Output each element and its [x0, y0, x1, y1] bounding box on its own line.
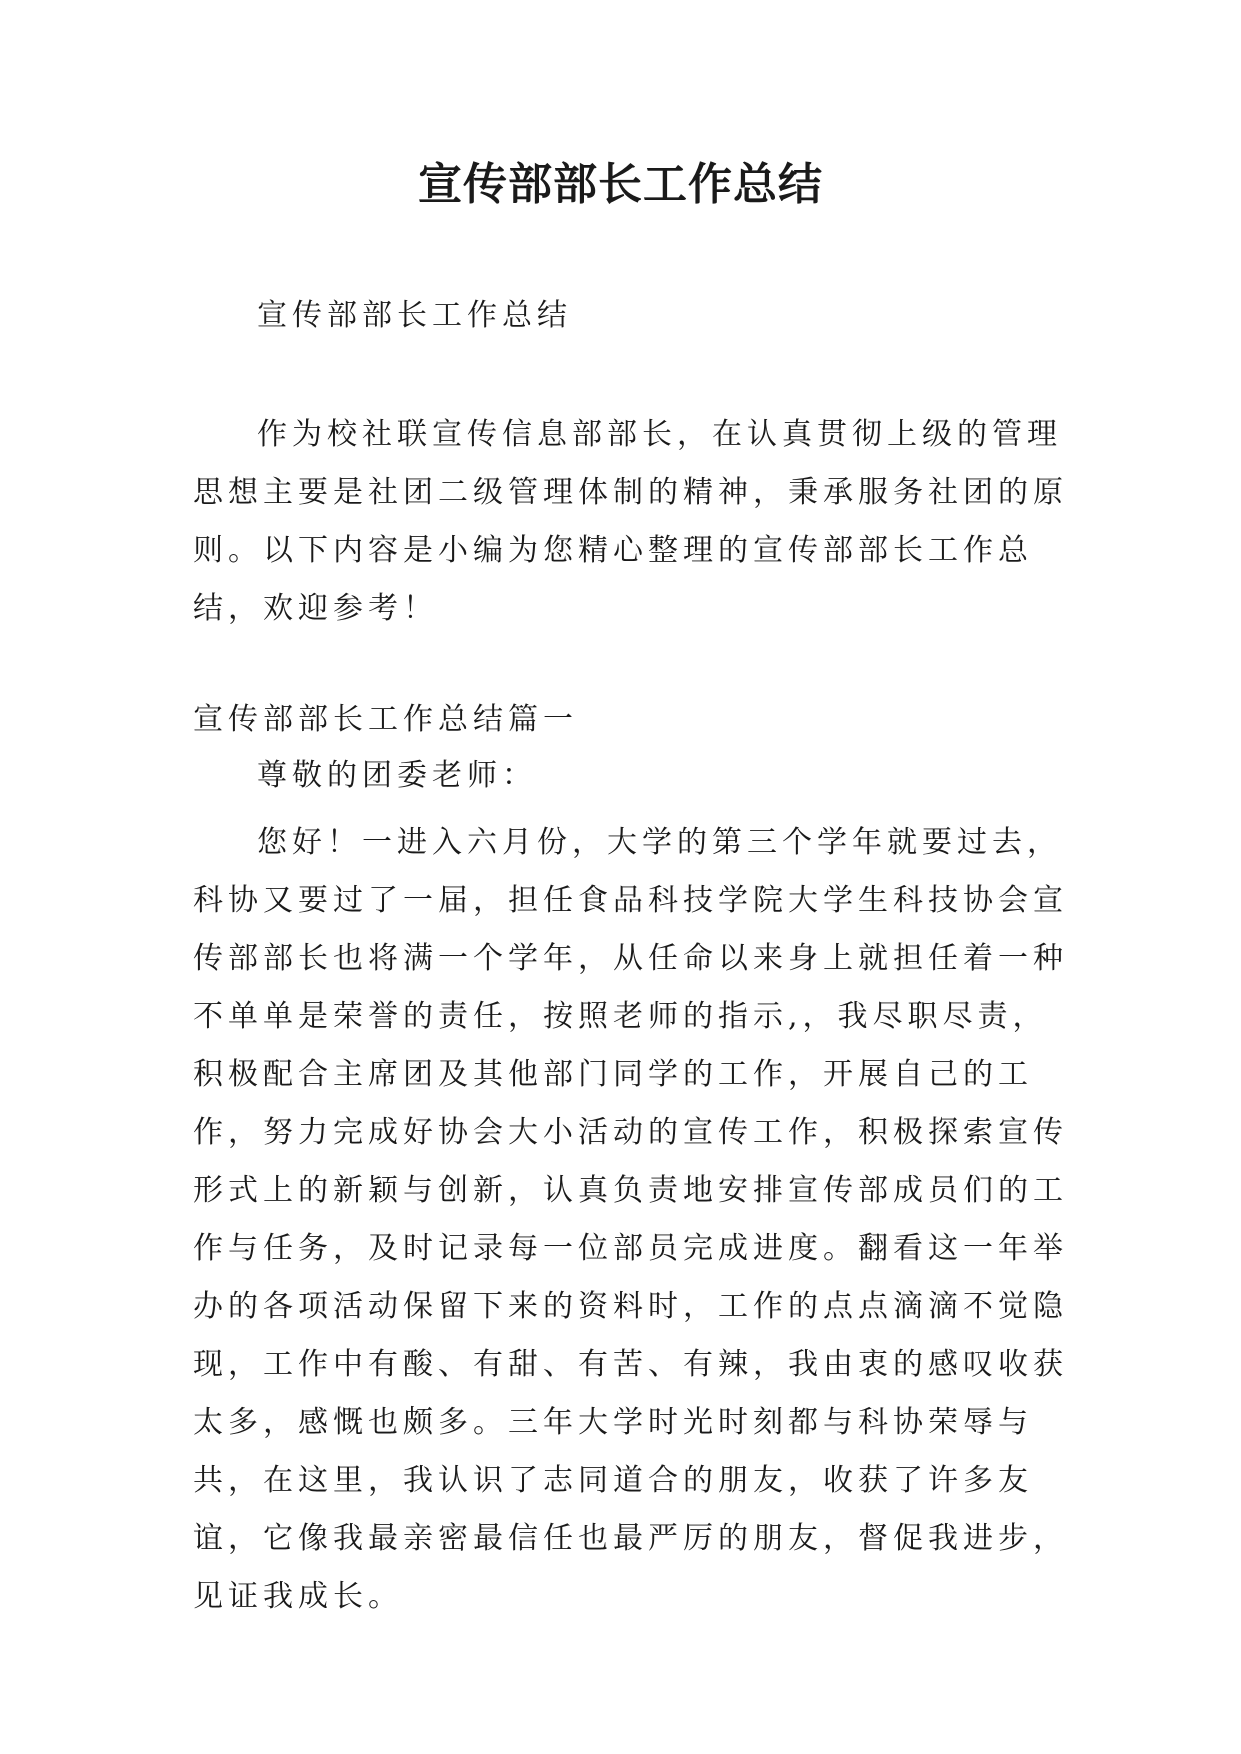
document-subtitle: 宣传部部长工作总结 [257, 298, 572, 333]
section-heading: 宣传部部长工作总结篇一 [193, 702, 578, 737]
document-title: 宣传部部长工作总结 [418, 159, 823, 210]
intro-paragraph: 作为校社联宣传信息部部长，在认真贯彻上级的管理思想主要是社团二级管理体制的精神，秉承服务社团的原则。以下内容是小编为您精心整理的宣传部部长工作总结，欢迎参考！ [193, 417, 1068, 626]
body-paragraph: 您好！一进入六月份，大学的第三个学年就要过去，科协又要过了一届，担任食品科技学院大学生科技协会宣传部部长也将满一个学年，从任命以来身上就担任着一种不单单是荣誉的责任，按照老师的指示,，我尽职尽责，积极配合主席团及其他部门同学的工作，开展自己的工作，努力完成好协会大小活动的宣传工作，积极探索宣传形式上的新颖与创新，认真负责地安排宣传部成员们的工作与任务，及时记录每一位部员完成进度。翻看这一年举办的各项活动保留下来的资料时，工作的点点滴滴不觉隐现，工作中有酸、有甜、有苦、有辣，我由衷的感叹收获太多，感慨也颇多。三年大学时光时刻都与科协荣辱与共，在这里，我认识了志同道合的朋友，收获了许多友谊，它像我最亲密最信任也最严厉的朋友，督促我进步，见证我成长。 [193, 825, 1068, 1614]
salutation: 尊敬的团委老师： [257, 758, 537, 793]
